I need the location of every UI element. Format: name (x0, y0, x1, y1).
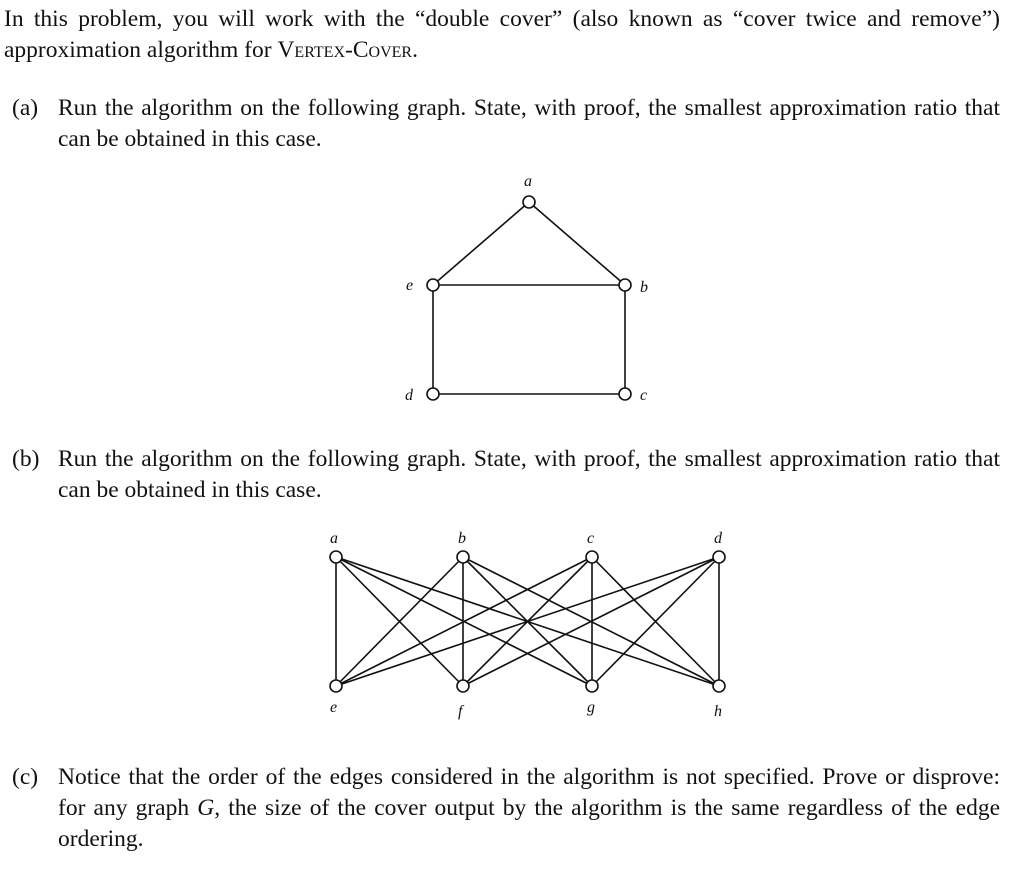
graph-b-label-a: a (330, 530, 338, 547)
graph-b-label-d: d (714, 530, 722, 547)
graph-b-vertex-e (330, 680, 342, 692)
part-a-label: (a) (12, 95, 39, 121)
part-b-label: (b) (12, 446, 40, 472)
graph-a-vertex-a (523, 196, 535, 208)
graph-a-edge-a-b (529, 202, 625, 285)
part-a-text: Run the algorithm on the following graph. State, with proof, the smallest approximation ratio that can be obtained in this case. (58, 95, 1000, 152)
part-c-text-1: Notice that the order of the edges considered in the algorithm is not specified. Prove or disprove: for any graph (58, 764, 1000, 821)
part-b-text: Run the algorithm on the following graph. State, with proof, the smallest approximation ratio that can be obtained in this case. (58, 446, 1000, 503)
graph-a-label-e: e (406, 277, 414, 294)
graph-b-label-g: g (587, 699, 595, 716)
graph-variable-g: G (197, 795, 215, 821)
graph-b-label-c: c (587, 530, 595, 547)
graph-b-vertex-g (586, 680, 598, 692)
part-c-label: (c) (12, 764, 39, 790)
graph-b-vertex-b (457, 551, 469, 563)
graph-a (405, 173, 648, 404)
graph-a-label-c: c (640, 387, 648, 404)
graph-b-vertex-f (457, 680, 469, 692)
graph-a-label-b: b (640, 279, 648, 296)
intro-text-1: In this problem, you will work with the “double cover” (also known as “cover twice and remove”) approximation algorithm for (4, 6, 1000, 63)
graph-b-vertex-a (330, 551, 342, 563)
graph-b-vertex-h (713, 680, 725, 692)
graph-b-vertex-d (713, 551, 725, 563)
graph-a-vertex-c (619, 388, 631, 400)
graph-a-vertex-e (427, 279, 439, 291)
intro-text-2: . (412, 37, 418, 63)
graph-a-vertex-b (619, 279, 631, 291)
graph-a-label-d: d (405, 387, 413, 404)
graph-b-label-e: e (330, 699, 338, 716)
problem-name: Vertex-Cover (277, 37, 413, 63)
graph-a-edge-a-e (433, 202, 529, 285)
part-c-text-2: , the size of the cover output by the algorithm is the same regardless of the edge ordering. (58, 795, 1000, 852)
graph-b-edges (336, 557, 719, 686)
graph-b-label-f: f (458, 703, 463, 720)
graph-a-label-a: a (524, 173, 532, 190)
graph-b (330, 530, 725, 720)
graph-b-vertex-c (586, 551, 598, 563)
graph-b-label-h: h (714, 703, 722, 720)
graph-b-label-b: b (458, 530, 466, 547)
graph-a-vertex-d (427, 388, 439, 400)
